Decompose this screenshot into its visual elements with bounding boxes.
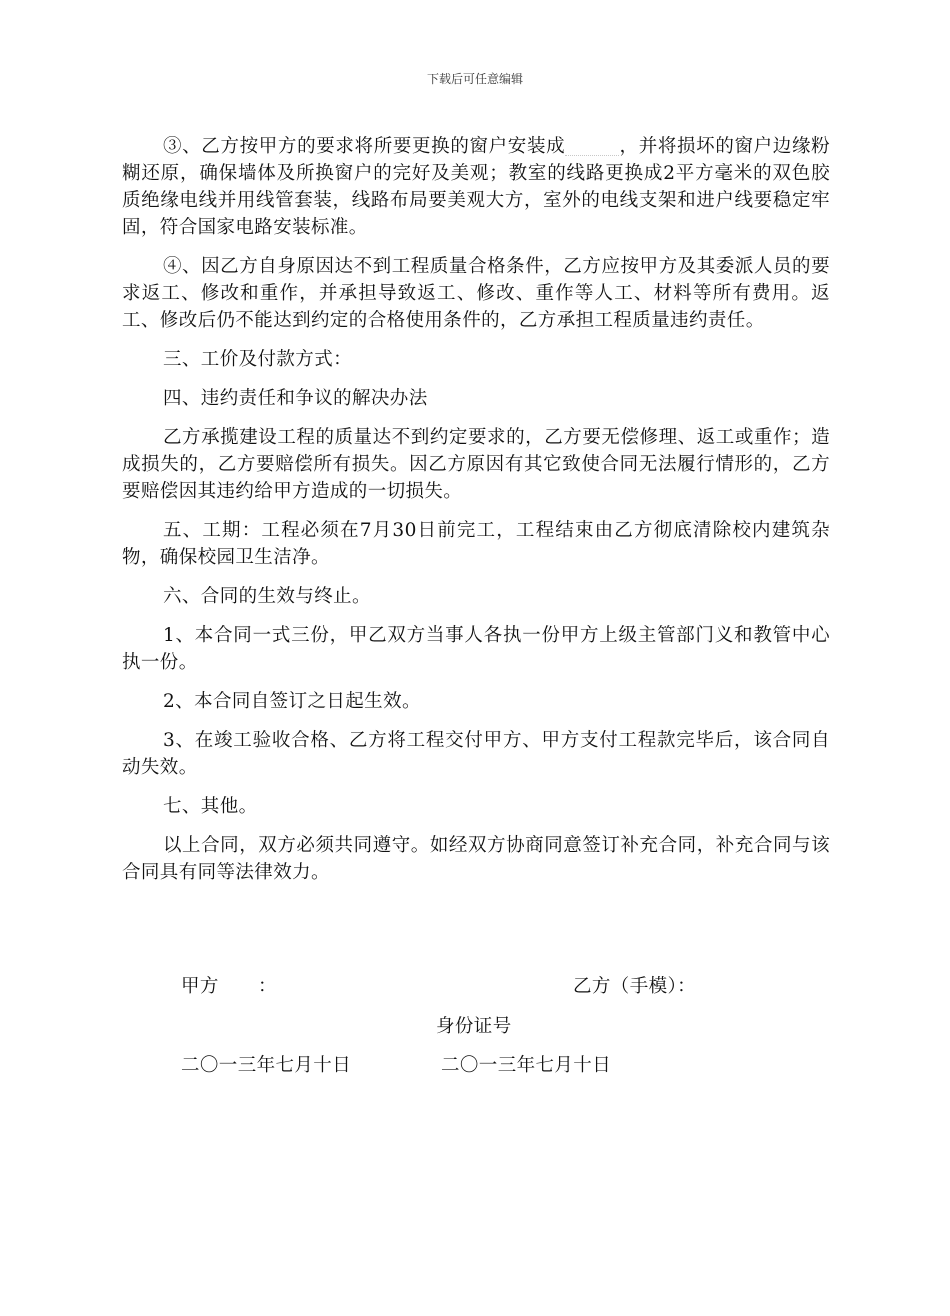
- section-3-heading: 三、工价及付款方式：: [163, 349, 353, 370]
- effect-item-3: 3、在竣工验收合格、乙方将工程交付甲方、甲方支付工程款完毕后，该合同自动失效。: [122, 730, 830, 778]
- party-b-date: 二〇一三年七月十日: [441, 1055, 612, 1076]
- contract-body: [122, 133, 830, 898]
- party-b-label: 乙方（手模）：: [573, 976, 697, 997]
- liability-paragraph: 乙方承揽建设工程的质量达不到约定要求的，乙方要无偿修理、返工或重作；造成损失的，乙方要赔偿所有损失。因乙方原因有其它致使合同无法履行情形的，乙方要赔偿因其违约给甲方造成的一切损失。: [122, 427, 830, 502]
- section-5-schedule: 五、工期：工程必须在7月30日前完工，工程结束由乙方彻底清除校内建筑杂物，确保校园卫生洁净。: [122, 520, 830, 568]
- section-6-heading: 六、合同的生效与终止。: [163, 586, 371, 607]
- clause-3-text-start: ③、乙方按甲方的要求将所要更换的窗户安装成: [163, 136, 566, 157]
- effect-item-2: 2、本合同自签订之日起生效。: [163, 691, 421, 712]
- blank-fill-field: [565, 137, 619, 156]
- clause-3-text-end: ，并将损坏的窗户边缘粉糊还原，确保墙体及所换窗户的完好及美观；教室的线路更换成2平方毫米的双色胶质绝缘电线并用线管套装，线路布局要美观大方，室外的电线支架和进户线要稳定牢固，符合国家电路安装标准。: [122, 136, 830, 238]
- clause-4-rework: ④、因乙方自身原因达不到工程质量合格条件，乙方应按甲方及其委派人员的要求返工、修改和重作，并承担导致返工、修改、重作等人工、材料等所有费用。返工、修改后仍不能达到约定的合格使用条件的，乙方承担工程质量违约责任。: [122, 256, 830, 331]
- page-header: 下载后可任意编辑: [426, 72, 523, 86]
- clause-3-windows-wiring: [122, 133, 830, 241]
- party-a-label: 甲方: [181, 976, 219, 997]
- section-4-heading: 四、违约责任和争议的解决办法: [163, 388, 428, 409]
- party-a-colon: ：: [258, 976, 277, 997]
- effect-item-1: 1、本合同一式三份，甲乙双方当事人各执一份甲方上级主管部门义和教管中心执一份。: [122, 625, 830, 673]
- party-a-date: 二〇一三年七月十日: [181, 1055, 352, 1076]
- closing-paragraph: 以上合同，双方必须共同遵守。如经双方协商同意签订补充合同，补充合同与该合同具有同等法律效力。: [122, 835, 830, 883]
- id-number-label: 身份证号: [436, 1016, 512, 1037]
- section-7-heading: 七、其他。: [163, 796, 258, 817]
